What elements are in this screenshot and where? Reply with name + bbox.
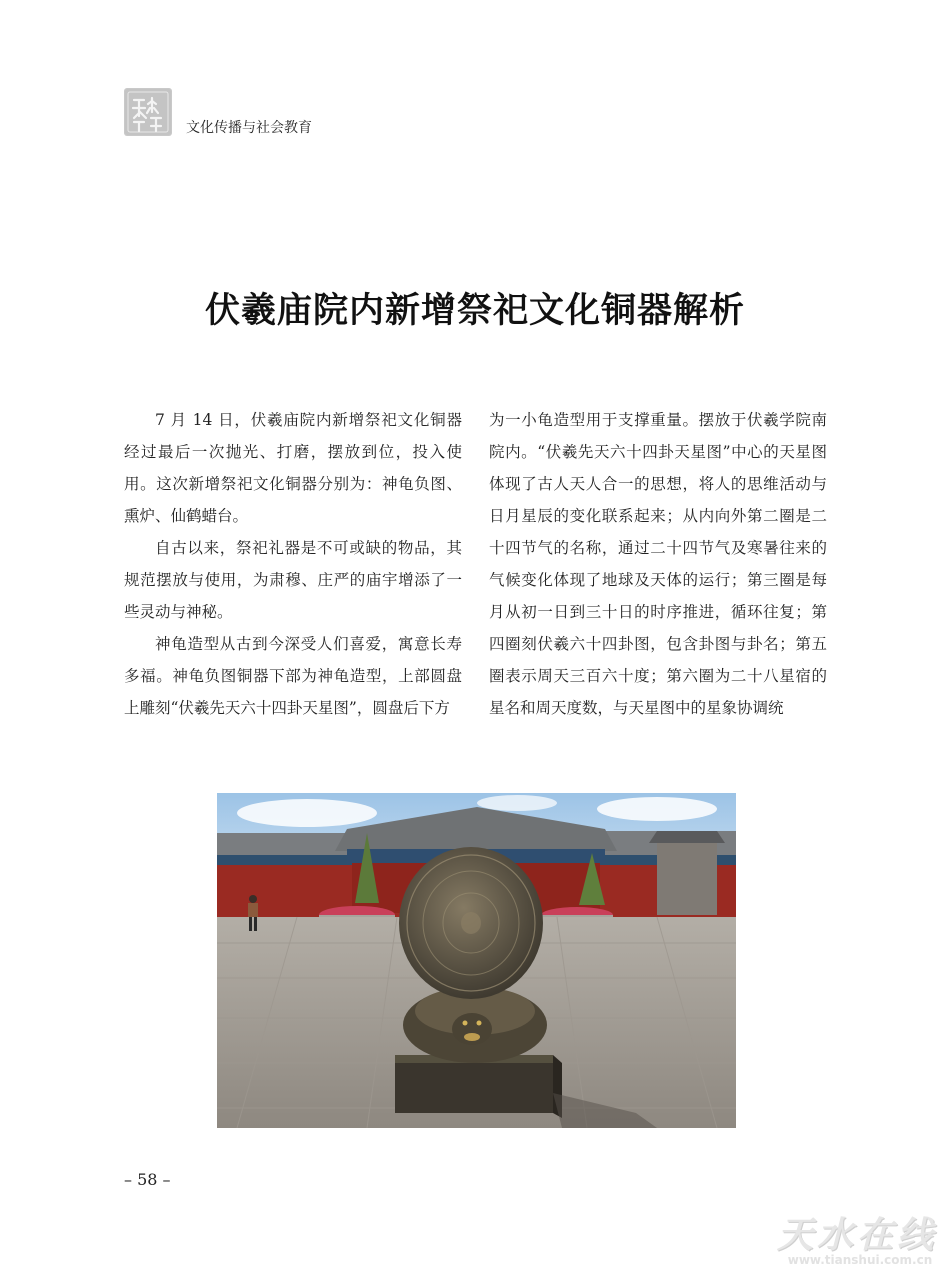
article-column-right xyxy=(489,404,827,724)
article-column-left xyxy=(124,404,462,724)
article-title: 伏羲庙院内新增祭祀文化铜器解析 xyxy=(204,291,745,331)
site-watermark xyxy=(772,1205,942,1271)
section-label: 文化传播与社会教育 xyxy=(186,120,312,136)
header-logo xyxy=(124,88,172,136)
watermark-text: 天水在线 xyxy=(776,1215,937,1256)
paragraph: 为一小龟造型用于支撑重量。摆放于伏羲学院南院内。“伏羲先天六十四卦天星图”中心的天星图体现了古人天人合一的思想，将人的思维活动与日月星辰的变化联系起来；从内向外第二圈是二十四节气的名称，通过二十四节气及寒暑往来的气候变化体现了地球及天体的运行；第三圈是每月从初一日到三十日的时序推进，循环往复；第四圈刻伏羲六十四卦图，包含卦图与卦名；第五圈表示周天三百六十度；第六圈为二十八星宿的星名和周天度数，与天星图中的星象协调统 xyxy=(489,411,827,717)
logo-seal-icon xyxy=(124,88,172,136)
paragraph: 自古以来，祭祀礼器是不可或缺的物品，其规范摆放与使用，为肃穆、庄严的庙宇增添了一些灵动与神秘。 xyxy=(124,539,462,621)
page-number: – 58 – xyxy=(124,1170,171,1189)
watermark-url: www.tianshui.com.cn xyxy=(787,1253,933,1267)
paragraph: 7 月 14 日，伏羲庙院内新增祭祀文化铜器经过最后一次抛光、打磨，摆放到位，投入使用。这次新增祭祀文化铜器分别为：神龟负图、熏炉、仙鹤蜡台。 xyxy=(124,411,462,525)
temple-courtyard-photo xyxy=(217,793,736,1128)
bronze-turtle-photo-illustration xyxy=(217,793,736,1128)
paragraph: 神龟造型从古到今深受人们喜爱，寓意长寿多福。神龟负图铜器下部为神龟造型，上部圆盘上雕刻“伏羲先天六十四卦天星图”，圆盘后下方 xyxy=(124,635,462,717)
